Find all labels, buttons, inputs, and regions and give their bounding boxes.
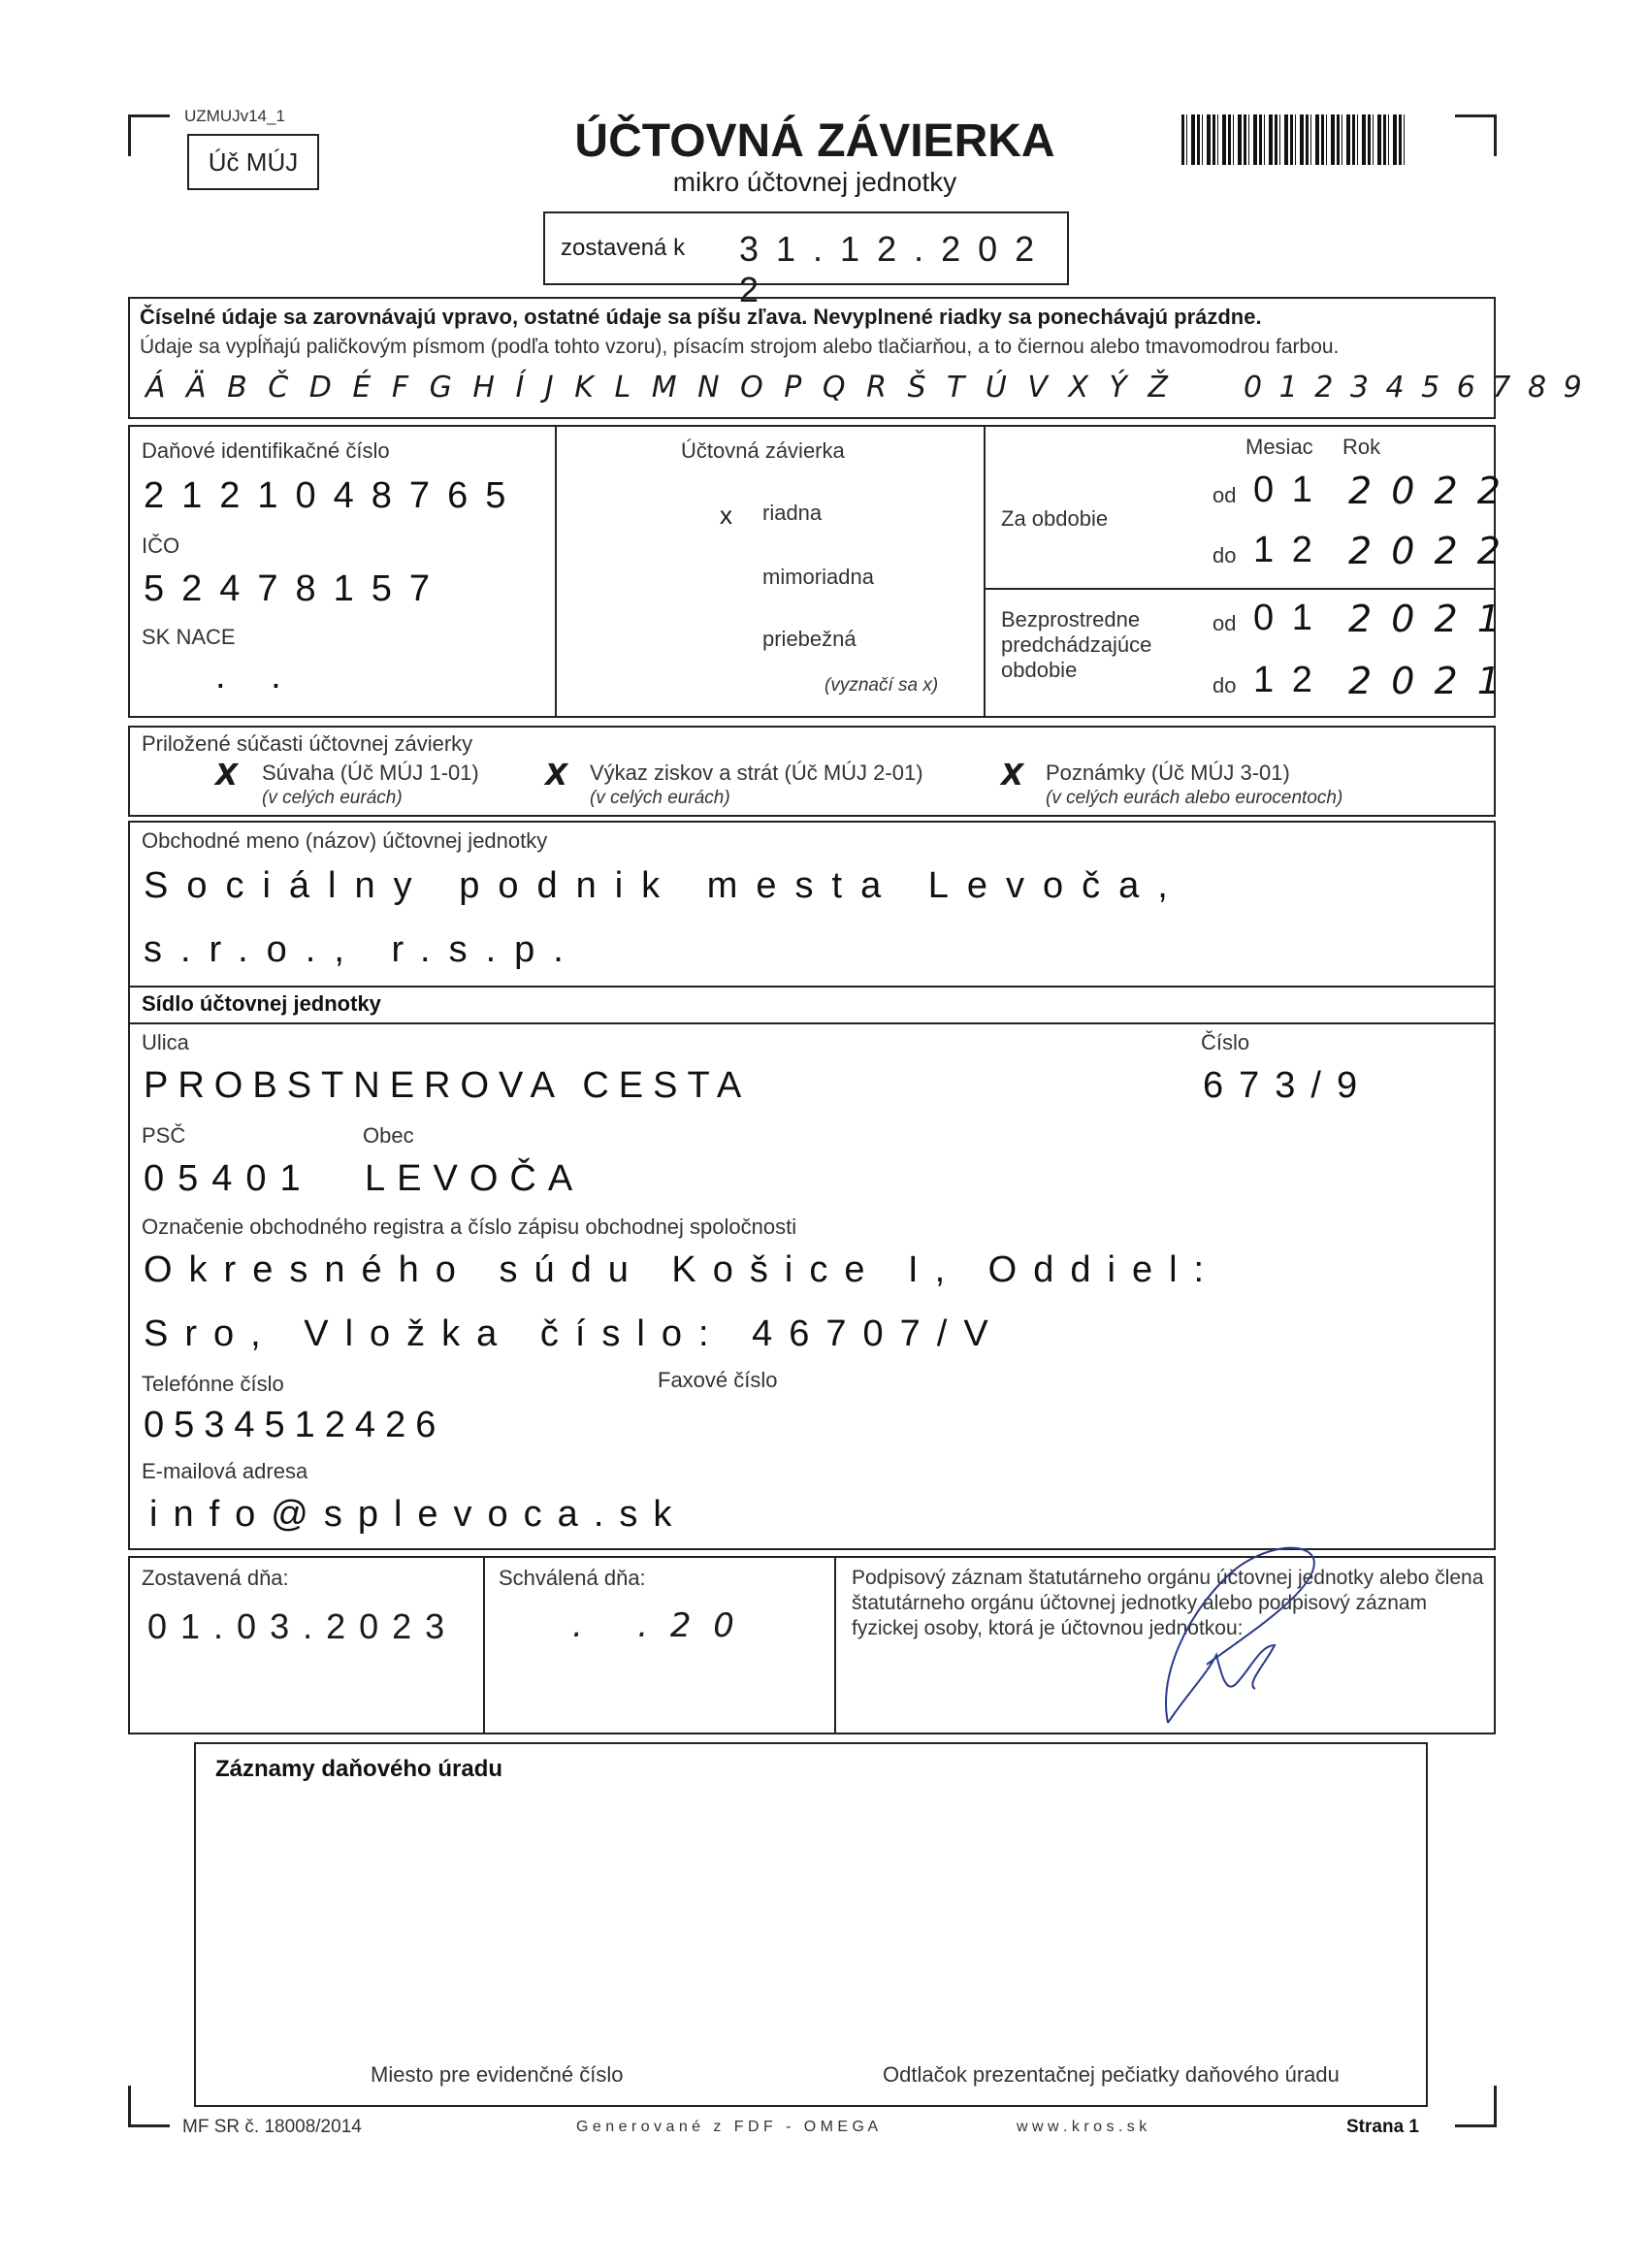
previous-to-label: do (1212, 673, 1237, 697)
signature-scribble (1022, 1500, 1372, 1752)
footer-ministry: MF SR č. 18008/2014 (182, 2117, 362, 2137)
stamp-label: Odtlačok prezentačnej pečiatky daňového úradu (883, 2062, 1340, 2087)
compiled-on-label: Zostavená dňa: (142, 1566, 289, 1590)
previous-from-year: 2 0 2 1 (1348, 598, 1504, 640)
dates-box (128, 1556, 1496, 1734)
form-type-label: Úč MÚJ (208, 147, 299, 177)
city-value: LEVOČA (365, 1158, 585, 1199)
instructions-line2: Údaje sa vypĺňajú paličkovým písmom (podľa tohto vzoru), písacím strojom alebo tlačiarňou, a to čiernou alebo tmavomodrou farbou. (140, 336, 1340, 358)
approved-on-value: . . 2 0 (572, 1606, 740, 1645)
previous-period-label-1: Bezprostredne (1001, 607, 1141, 632)
city-label: Obec (363, 1123, 414, 1148)
number-label: Číslo (1201, 1030, 1250, 1054)
barcode (1181, 114, 1405, 165)
attachment-mark-balance: X (215, 759, 239, 793)
registry-line2: Sro, Vložka číslo: 46707/V (144, 1313, 1005, 1354)
approved-on-label: Schválená dňa: (499, 1566, 646, 1590)
previous-period-label-2: predchádzajúce (1001, 632, 1152, 657)
street-value: PROBSTNEROVA CESTA (144, 1065, 752, 1106)
attachment-income-note: (v celých eurách) (590, 788, 730, 808)
signature-instructions: Podpisový záznam štatutárneho orgánu účtovnej jednotky alebo člena štatutárneho orgánu účtovnej jednotky alebo podpisový záznam fyzickej osoby, ktorá je účtovnou jednotkou: (852, 1567, 1484, 1639)
previous-from-label: od (1212, 611, 1237, 635)
month-label: Mesiac (1245, 435, 1313, 459)
street-label: Ulica (142, 1030, 189, 1054)
phone-value: 0534512426 (144, 1405, 446, 1445)
identification-box (128, 425, 1504, 718)
current-to-month: 1 2 (1253, 530, 1316, 570)
attachments-box (128, 726, 1496, 817)
evidence-number-label: Miesto pre evidenčné číslo (371, 2062, 624, 2087)
attachment-income: Výkaz ziskov a strát (Úč MÚJ 2-01) (590, 761, 923, 785)
tax-office-title: Záznamy daňového úradu (215, 1756, 503, 1782)
statement-type-regular: riadna (762, 501, 823, 525)
attachment-mark-notes: X (1001, 759, 1024, 793)
registry-line1: Okresného súdu Košice I, Oddiel: (144, 1249, 1221, 1290)
attachment-balance-note: (v celých eurách) (262, 788, 403, 808)
year-label: Rok (1342, 435, 1381, 459)
footer-page: Strana 1 (1346, 2117, 1419, 2137)
previous-from-month: 0 1 (1253, 598, 1316, 638)
attachment-notes-note: (v celých eurách alebo eurocentoch) (1046, 788, 1343, 808)
entity-name-line2: s.r.o., r.s.p. (144, 929, 582, 970)
phone-label: Telefónne číslo (142, 1372, 284, 1396)
previous-to-year: 2 0 2 1 (1348, 660, 1504, 702)
dic-value: 2121048765 (144, 475, 524, 516)
entity-name-label: Obchodné meno (názov) účtovnej jednotky (142, 828, 548, 853)
page-title: ÚČTOVNÁ ZÁVIERKA (574, 115, 1055, 167)
nace-label: SK NACE (142, 625, 236, 649)
fax-label: Faxové číslo (658, 1368, 778, 1392)
previous-to-month: 1 2 (1253, 660, 1316, 700)
attachment-balance: Súvaha (Úč MÚJ 1-01) (262, 761, 479, 785)
ico-value: 52478157 (144, 568, 448, 609)
sample-digits: 0 1 2 3 4 5 6 7 8 9 (1244, 371, 1586, 405)
nace-value: . . (215, 656, 299, 697)
seat-label: Sídlo účtovnej jednotky (142, 991, 381, 1016)
footer-website: w w w . k r o s . s k (1017, 2119, 1148, 2135)
tax-office-box (194, 1742, 1428, 2107)
psc-value: 05401 (144, 1158, 314, 1199)
statement-type-note: (vyznačí sa x) (824, 675, 939, 696)
attachments-label: Priložené súčasti účtovnej závierky (142, 731, 473, 756)
psc-label: PSČ (142, 1123, 186, 1148)
email-value: info@splevoca.sk (149, 1494, 688, 1535)
attachment-notes: Poznámky (Úč MÚJ 3-01) (1046, 761, 1290, 785)
attachment-mark-income: X (545, 759, 568, 793)
page-subtitle: mikro účtovnej jednotky (672, 167, 957, 197)
instructions-line1: Číselné údaje sa zarovnávajú vpravo, ostatné údaje sa píšu zľava. Nevyplnené riadky sa ponechávajú prázdne. (140, 305, 1262, 329)
footer-generated: G e n e r o v a n é z F D F - O M E G A (576, 2119, 879, 2135)
entity-name-line1: Sociálny podnik mesta Levoča, (144, 865, 1186, 906)
ico-label: IČO (142, 534, 180, 558)
previous-period-label-3: obdobie (1001, 658, 1078, 682)
registry-label: Označenie obchodného registra a číslo zápisu obchodnej spoločnosti (142, 1215, 797, 1239)
statement-type-mark: x (720, 501, 732, 530)
statement-type-interim: priebežná (762, 627, 857, 651)
current-from-label: od (1212, 483, 1237, 507)
form-code: UZMUJv14_1 (184, 107, 285, 125)
compiled-date-value: 3 1 . 1 2 . 2 0 2 2 (739, 229, 1039, 309)
corner-mark-top-left (128, 114, 170, 156)
corner-mark-top-right (1455, 114, 1497, 156)
entity-box (128, 821, 1496, 1550)
current-to-year: 2 0 2 2 (1348, 530, 1504, 572)
compiled-on-value: 0 1 . 0 3 . 2 0 2 3 (147, 1606, 447, 1646)
current-from-month: 0 1 (1253, 470, 1316, 510)
current-from-year: 2 0 2 2 (1348, 470, 1504, 512)
current-to-label: do (1212, 543, 1237, 567)
compiled-date-label: zostavená k (561, 235, 686, 261)
sample-letters: Á Ä B Č D É F G H Í J K L M N O P Q R Š T Ú V X Ý Ž (146, 371, 1174, 405)
corner-mark-bottom-right (1455, 2086, 1497, 2127)
statement-type-label: Účtovná závierka (681, 438, 845, 463)
form-type-box (187, 134, 319, 190)
current-period-label: Za obdobie (1001, 506, 1109, 531)
email-label: E-mailová adresa (142, 1459, 308, 1483)
number-value: 673/9 (1203, 1065, 1374, 1106)
corner-mark-bottom-left (128, 2086, 170, 2127)
instructions-box (128, 297, 1586, 419)
statement-type-extraordinary: mimoriadna (762, 565, 874, 589)
dic-label: Daňové identifikačné číslo (142, 438, 390, 463)
compiled-date-box (543, 211, 1069, 309)
